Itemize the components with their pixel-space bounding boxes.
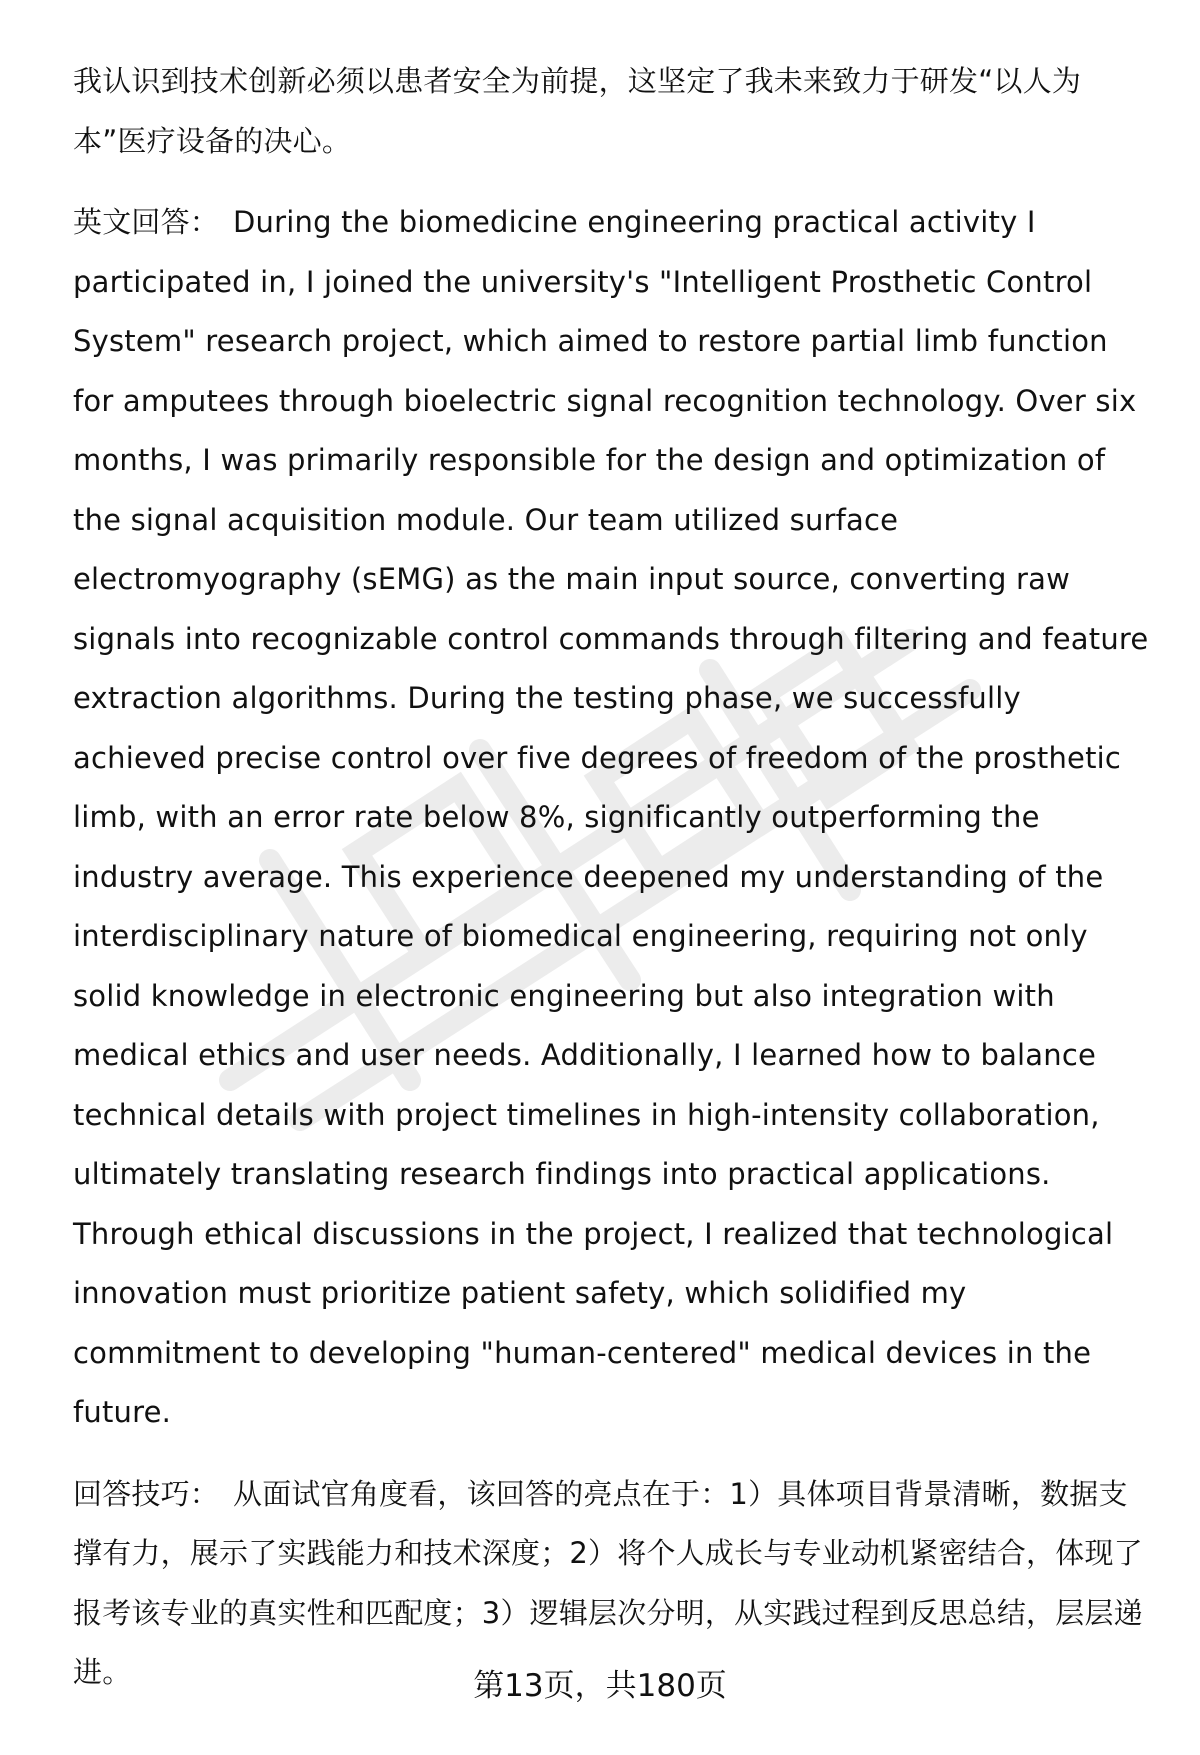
english-answer-label: 英文回答： [73,205,220,239]
paragraph-intro-tail: 我认识到技术创新必须以患者安全为前提，这坚定了我未来致力于研发“以人为本”医疗设备的决心。 [73,64,1082,158]
paragraph-english-answer [73,193,1153,1443]
answer-tips-label: 回答技巧： [73,1476,220,1511]
answer-tips-text: 从面试官角度看，该回答的亮点在于：1）具体项目背景清晰，数据支撑有力，展示了实践能力和技术深度；2）将个人成长与专业动机紧密结合，体现了报考该专业的真实性和匹配度；3）逻辑层次分明，从实践过程到反思总结，层层递进。 [73,1476,1143,1689]
page-number: 第13页，共180页 [473,1668,727,1704]
english-answer-text: During the biomedicine engineering practical activity I participated in, I joined the university's "Intelligent Prosthetic Control System" research project, which aimed to restore partial limb function for amputees through bioelectric signal recognition technology. Over six months, I was primarily responsible for the design and optimization of the signal acquisition module. Our team utilized surface electromyography (sEMG) as the main input source, converting raw signals into recognizable control commands through filtering and feature extraction algorithms. During the testing phase, we successfully achieved precise control over five degrees of freedom of the prosthetic limb, with an error rate below 8%, significantly outperforming the industry average. This experience deepened my understanding of the interdisciplinary nature of biomedical engineering, requiring not only solid knowledge in electronic engineering but also integration with medical ethics and user needs. Additionally, I learned how to balance technical details with project timelines in high-intensity collaboration, ultimately translating research findings into practical applications. Through ethical discussions in the project, I realized that technological innovation must prioritize patient safety, which solidified my commitment to developing "human-centered" medical devices in the future. [73,205,1149,1429]
document-body [73,52,1153,1703]
